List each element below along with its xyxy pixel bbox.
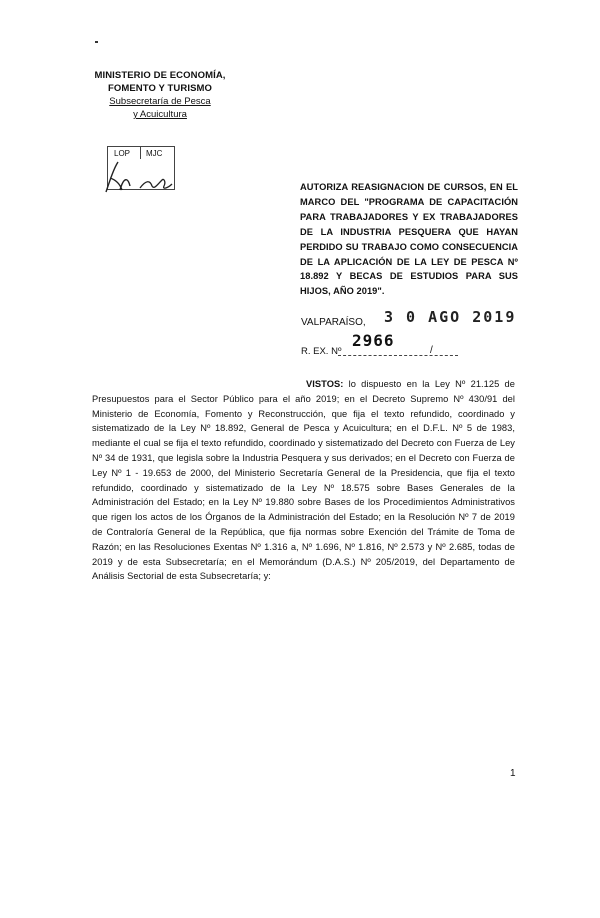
handwritten-initials xyxy=(92,150,192,200)
date-stamp: 3 0 AGO 2019 xyxy=(384,308,517,326)
vistos-label: VISTOS: xyxy=(306,379,344,389)
acuicultura-line xyxy=(90,108,230,121)
rex-tail-mark: / xyxy=(430,345,433,356)
acuicultura-text: y Acuicultura xyxy=(133,109,187,120)
subsecretaria-line xyxy=(90,95,230,108)
rex-number: 2966 xyxy=(352,331,395,350)
rex-underline xyxy=(338,355,458,356)
page-number: 1 xyxy=(510,768,516,779)
ministry-name-line2: FOMENTO Y TURISMO xyxy=(107,83,213,94)
scan-speck xyxy=(95,41,98,43)
rex-label: R. EX. Nº xyxy=(301,346,342,357)
vistos-text: lo dispuesto en la Ley Nº 21.125 de Presupuestos para el Sector Público para el año 2019; en el Decreto Supremo Nº 430/91 del Ministerio de Economía, Fomento y Reconstrucción, que fija el texto refundido, coordinado y sistematizado de la Ley Nº 18.892, General de Pesca y Acuicultura; en el D.F.L. Nº 5 de 1983, mediante el cual se fija el texto refundido, coordinado y sistematizado del Decreto con Fuerza de Ley Nº 34 de 1931, que legisla sobre la Industria Pesquera y sus derivados; en el Decreto con Fuerza de Ley Nº 1 - 19.653 de 2000, del Ministerio Secretaría General de la Presidencia, que fija el texto refundido, coordinado y sistematizado de la Ley Nº 18.575 sobre Bases Generales de la Administración del Estado; en la Ley Nº 19.880 sobre Bases de los Procedimientos Administrativos que rigen los actos de los Órganos de la Administración del Estado; en la Resolución Nº 7 de 2019 de Contraloría General de la República, que fija normas sobre Exención del Trámite de Toma de Razón; en las Resoluciones Exentas Nº 1.316 a, Nº 1.696, Nº 1.816, Nº 2.573 y Nº 2.685, todas de 2019 y de esta Subsecretaría; en el Memorándum (D.A.S.) Nº 205/2019, del Departamento de Análisis Sectorial de esta Subsecretaría; y: xyxy=(92,379,515,582)
ministry-header xyxy=(90,69,230,121)
ministry-name-line1: MINISTERIO DE ECONOMÍA, xyxy=(94,70,226,81)
resolution-title: AUTORIZA REASIGNACION DE CURSOS, EN EL MARCO DEL "PROGRAMA DE CAPACITACIÓN PARA TRABAJADORES Y EX TRABAJADORES DE LA INDUSTRIA PESQUERA QUE HAYAN PERDIDO SU TRABAJO COMO CONSECUENCIA DE LA APLICACIÓN DE LA LEY DE PESCA Nº 18.892 Y BECAS DE ESTUDIOS PARA SUS HIJOS, AÑO 2019". xyxy=(300,182,518,297)
place-label: VALPARAÍSO, xyxy=(301,317,366,328)
subsecretaria-text: Subsecretaría de Pesca xyxy=(109,96,211,107)
vistos-paragraph xyxy=(92,377,515,584)
initials-left: LOP xyxy=(114,149,131,158)
initials-right: MJC xyxy=(146,149,163,158)
